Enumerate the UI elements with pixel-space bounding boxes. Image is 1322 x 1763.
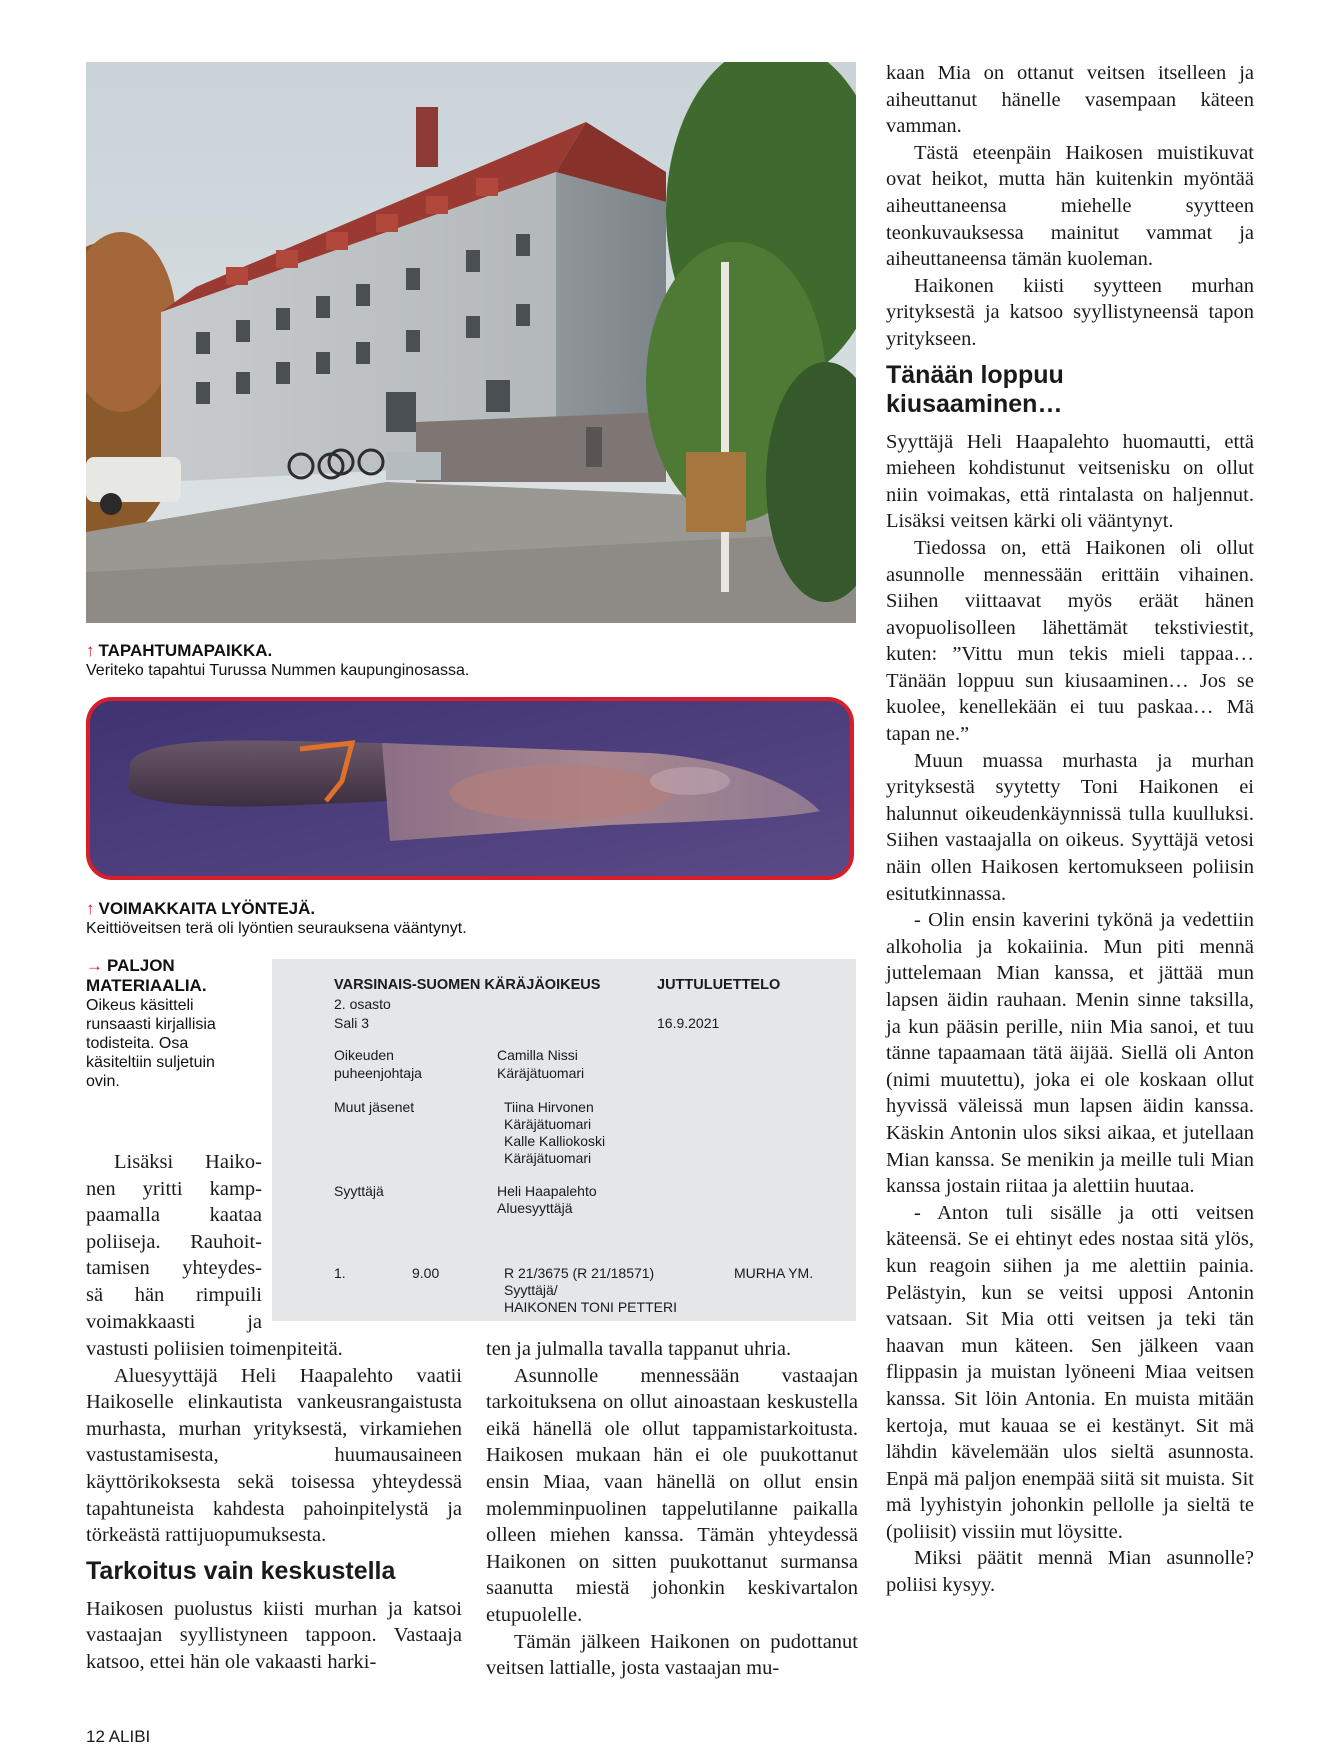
page-footer: 12 ALIBI bbox=[86, 1727, 151, 1746]
doc-case-number: 1. bbox=[334, 1265, 346, 1281]
wrap-line: tamisen yhteydes- bbox=[86, 1257, 262, 1280]
wrap-line: nen yritti kamp- bbox=[86, 1177, 262, 1200]
subheading-line: kiusaaminen… bbox=[886, 389, 1063, 418]
wrap-line: Lisäksi Haiko- bbox=[114, 1151, 262, 1173]
doc-room: Sali 3 bbox=[334, 1015, 370, 1031]
subheading-kiusaaminen bbox=[886, 361, 1254, 419]
doc-member2-title: Käräjätuomari bbox=[504, 1150, 592, 1166]
article-column-3 bbox=[886, 60, 1254, 1599]
paragraph: Tämän jälkeen Haikonen on pudottanut veitsen lattialle, josta vastaajan mu- bbox=[486, 1630, 858, 1680]
article-column-2 bbox=[486, 1336, 858, 1682]
doc-chair-title: Käräjätuomari bbox=[497, 1065, 585, 1081]
document-caption-line: Oikeus käsitteli bbox=[86, 997, 194, 1014]
doc-case-time: 9.00 bbox=[412, 1265, 440, 1281]
crime-scene-photo bbox=[86, 62, 856, 623]
paragraph: Haikosen puolustus kiisti murhan ja katsoi vastaajan syyllistyneen tappoon. Vastaaja katsoo, ettei hän ole vakaasti harki- bbox=[86, 1597, 462, 1673]
knife-caption-text: Keittiöveitsen terä oli lyöntien seurauksena vääntynyt. bbox=[86, 920, 467, 937]
knife-photo bbox=[86, 697, 854, 880]
paragraph: kaan Mia on ottanut veitsen itselleen ja aiheuttanut hänelle vasempaan käteen vamman. bbox=[886, 62, 1254, 138]
knife-caption bbox=[86, 899, 856, 938]
paragraph: Syyttäjä Heli Haapalehto huomautti, että mieheen kohdistunut veitsenisku on ollut niin voimakas, että rintalasta on haljennut. Lisäksi veitsen kärki oli vääntynyt. bbox=[886, 430, 1254, 533]
paragraph: - Olin ensin kaverini tykönä ja vedettiin alkoholia ja kokaiinia. Mun piti mennä juttelemaan Mian kanssa, et jättää mun lapsen äidin rauhaan. Menin sinne taksilla, ja kun pääsin perille, niin Mia sanoi, et tuu tänne tapaamaan tätä äijää. Siellä oli Anton (nimi muutettu), joka ei ole koskaan ollut hyvissä väleissä mun lapsen äidin kanssa. Käskin Antonin ulos siksi aikaa, et jutellaan Mian kanssa. Se menikin ja meille tuli Mian kanssa jostain riitaa ja alettiin huutaa. bbox=[886, 909, 1254, 1198]
doc-list-type: JUTTULUETTELO bbox=[657, 977, 781, 993]
doc-prosecutor-label: Syyttäjä bbox=[334, 1183, 384, 1199]
document-caption-line: ovin. bbox=[86, 1073, 120, 1090]
doc-case-defendant: HAIKONEN TONI PETTERI bbox=[504, 1299, 677, 1315]
doc-prosecutor-title: Aluesyyttäjä bbox=[497, 1200, 573, 1216]
doc-chair-label-1: Oikeuden bbox=[334, 1047, 394, 1063]
article-column-1 bbox=[86, 1336, 462, 1676]
doc-chair-name: Camilla Nissi bbox=[497, 1047, 578, 1063]
arrow-up-icon: ↑ bbox=[86, 899, 95, 918]
paragraph: - Anton tuli sisälle ja otti veitsen käteensä. Se ei ehtinyt edes nostaa sitä ylös, kun reagoin siihen ja me alettiin painia. Pelästyin, kun se veitsi upposi Antonin vatsaan. Sit Mia otti veitsen ja teki tän haavan mun käteen. Sen jälkeen vaan flippasin ja muistan lyöneeni Miaa veitsen kanssa. Sit löin Antonia. En muista mitään kertoja, mut kauaa se ei kestänyt. Sit mä lähdin kävelemään ulos sieltä asunnosta. Enpä mä paljon enempää siitä sit muista. Sit mä lyyhistyin johonkin pellolle ja sieltä te (poliisit) vissiin mut löysitte. bbox=[886, 1201, 1254, 1543]
arrow-right-icon: → bbox=[86, 956, 103, 975]
doc-member1-name: Tiina Hirvonen bbox=[504, 1099, 594, 1115]
column-1-wrap-text bbox=[86, 1149, 262, 1335]
paragraph: Miksi päätit mennä Mian asunnolle? poliisi kysyy. bbox=[886, 1547, 1254, 1597]
document-caption-line: käsiteltiin suljetuin bbox=[86, 1054, 215, 1071]
doc-case-ref: R 21/3675 (R 21/18571) bbox=[504, 1265, 655, 1281]
paragraph: ten ja julmalla tavalla tappanut uhria. bbox=[486, 1338, 792, 1360]
paragraph: Asunnolle mennessään vastaajan tarkoituksena on ollut ainoastaan keskustella eikä hänellä ole ollut tappamistarkoitusta. Haikosen mukaan hän ei ole puukottanut ensin Miaa, vaan hänellä on ollut ensin molemminpuolinen tappelutilanne paikalla olleen miehen kanssa. Tämän yhteydessä Haikonen on sitten puukottanut surmansa saanutta miestä johonkin keskivartalon etupuolelle. bbox=[486, 1364, 858, 1626]
kitchen-knife-illustration bbox=[90, 701, 850, 876]
doc-case-title: MURHA YM. bbox=[734, 1265, 814, 1281]
photo-caption-title: TAPAHTUMAPAIKKA. bbox=[98, 641, 273, 660]
doc-case-role: Syyttäjä/ bbox=[504, 1282, 558, 1298]
paragraph: vastusti poliisien toimenpiteitä. bbox=[86, 1338, 343, 1360]
court-document-photo bbox=[272, 959, 856, 1321]
wrap-line: sä hän rimpuili bbox=[86, 1283, 262, 1306]
doc-member2-name: Kalle Kalliokoski bbox=[504, 1133, 606, 1149]
subheading-line: Tänään loppuu bbox=[886, 360, 1064, 389]
document-caption-line: runsaasti kirjallisia bbox=[86, 1016, 216, 1033]
subheading-tarkoitus: Tarkoitus vain keskustella bbox=[86, 1556, 396, 1585]
document-caption bbox=[86, 956, 266, 1091]
paragraph: Aluesyyttäjä Heli Haapalehto vaatii Haikoselle elinkautista vankeusrangaistusta murhasta, murhan yrityksestä, virkamiehen vastustamisesta, huumausaineen käyttörikoksesta sekä toisessa yhteydessä tapahtuneista kahdesta pahoinpitelystä ja törkeästä rattijuopumuksesta. bbox=[86, 1364, 462, 1547]
arrow-up-icon: ↑ bbox=[86, 641, 95, 660]
wrap-line: poliiseja. Rauhoit- bbox=[86, 1230, 262, 1253]
photo-caption-text: Veriteko tapahtui Turussa Nummen kaupunginosassa. bbox=[86, 662, 470, 679]
doc-department: 2. osasto bbox=[334, 996, 391, 1012]
doc-chair-label-2: puheenjohtaja bbox=[334, 1065, 422, 1081]
doc-prosecutor-name: Heli Haapalehto bbox=[497, 1183, 597, 1199]
doc-date: 16.9.2021 bbox=[657, 1015, 720, 1031]
document-caption-title-1: PALJON bbox=[107, 956, 175, 975]
paragraph: Haikonen kiisti syytteen murhan yrityksestä ja katsoo syyllistyneensä tapon yritykseen. bbox=[886, 274, 1254, 350]
document-caption-title-2: MATERIAALIA. bbox=[86, 976, 207, 995]
paragraph: Tiedossa on, että Haikonen oli ollut asunnolle mennessään erittäin vihainen. Siihen viittaavat myös eräät hänen avopuolisolleen lähettämät tekstiviestit, kuten: ”Vittu mun tekis mieli tappaa… Tänään loppuu sun kiusaaminen… Jos se kuolee, kenellekään ei tuu paskaa… Mä tapan ne.” bbox=[886, 536, 1254, 746]
doc-members-label: Muut jäsenet bbox=[334, 1099, 415, 1115]
wrap-line: paamalla kaataa bbox=[86, 1204, 262, 1227]
knife-caption-title: VOIMAKKAITA LYÖNTEJÄ. bbox=[98, 899, 316, 918]
doc-court-name: VARSINAIS-SUOMEN KÄRÄJÄOIKEUS bbox=[334, 977, 601, 993]
doc-member1-title: Käräjätuomari bbox=[504, 1116, 592, 1132]
paragraph: Tästä eteenpäin Haikosen muistikuvat ovat heikot, mutta hän kuitenkin myöntää aiheuttaneensa miehelle syytteen teonkuvauksessa mainitut vammat ja aiheuttaneensa tämän kuoleman. bbox=[886, 141, 1254, 271]
document-caption-line: todisteita. Osa bbox=[86, 1035, 189, 1052]
apartment-building-illustration bbox=[86, 62, 856, 623]
paragraph: Muun muassa murhasta ja murhan yrityksestä syytetty Toni Haikonen ei halunnut oikeudenkäynnissä tulla kuulluksi. Siihen vastaajalla on oikeus. Syyttäjä vetosi näin ollen Haikosen kertomukseen poliisin esitutkinnassa. bbox=[886, 749, 1254, 905]
wrap-line: voimakkaasti ja bbox=[86, 1310, 262, 1333]
photo-caption bbox=[86, 641, 856, 680]
